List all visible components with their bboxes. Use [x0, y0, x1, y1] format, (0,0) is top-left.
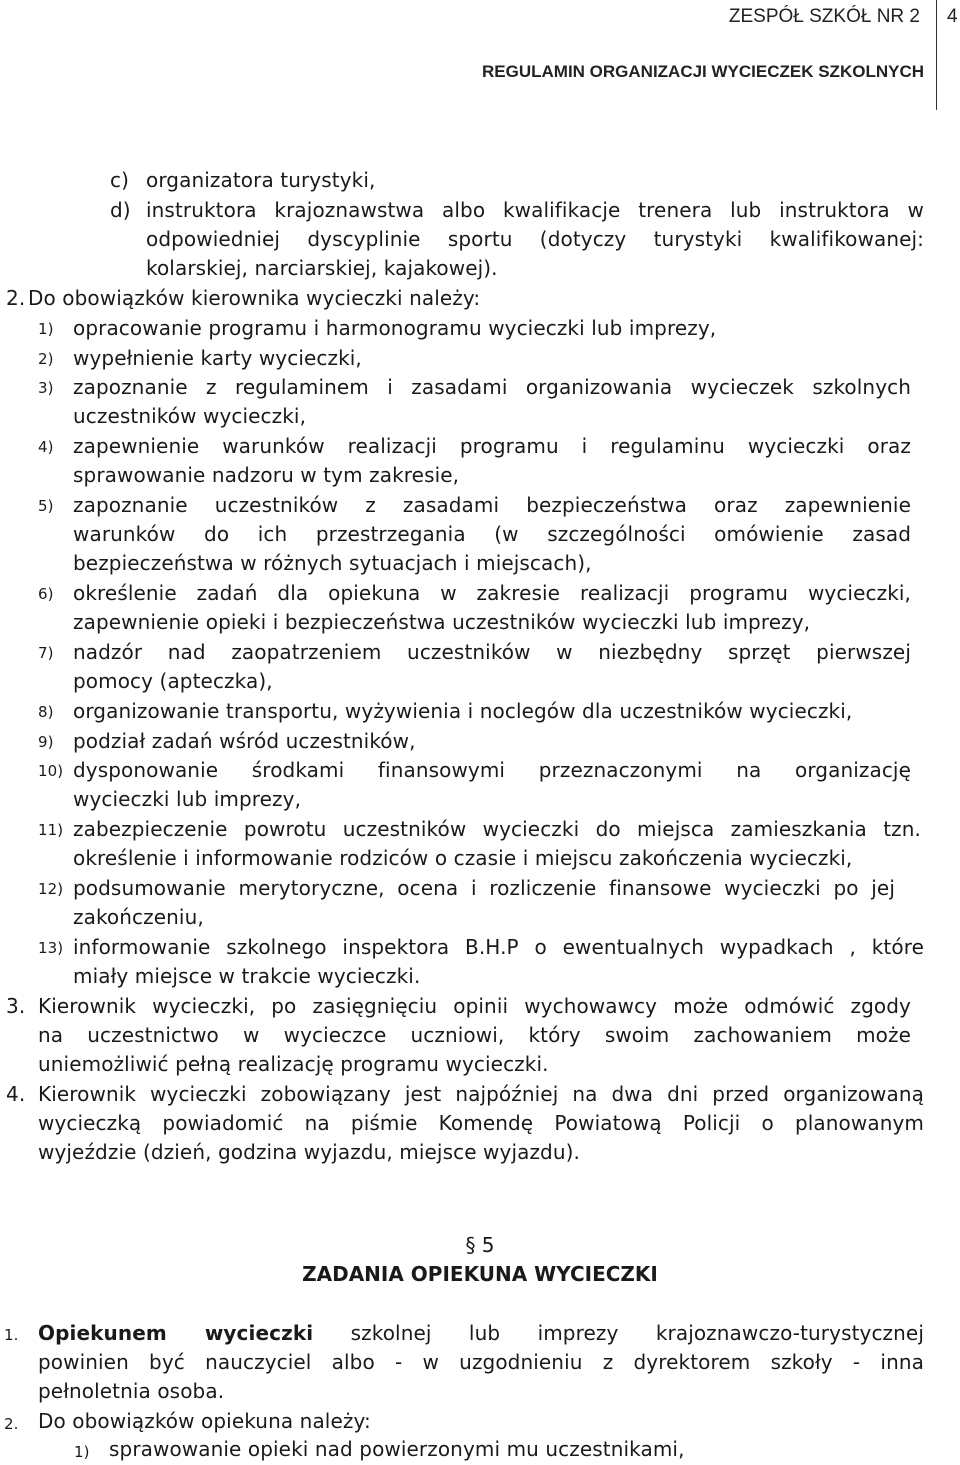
point-3-line: na uczestnictwo w wycieczce uczniowi, który swoim zachowaniem może — [38, 1023, 911, 1047]
item-d-line: kolarskiej, narciarskiej, kajakowej). — [146, 256, 498, 280]
list-item-text: zabezpieczenie powrotu uczestników wycieczki do miejsca zamieszkania tzn. — [73, 817, 921, 841]
list-item-label: 3) — [38, 379, 54, 397]
point-3-label: 3. — [6, 994, 26, 1018]
list-item-text: warunków do ich przestrzegania (w szczególności omówienie zasad — [73, 522, 911, 546]
list-item-text: opracowanie programu i harmonogramu wycieczki lub imprezy, — [73, 316, 717, 340]
item-d-line: odpowiedniej dyscyplinie sportu (dotyczy turystyki kwalifikowanej: — [146, 227, 924, 251]
list-item-text: bezpieczeństwa w różnych sytuacjach i miejscach), — [73, 551, 592, 575]
list-item-text: podsumowanie merytoryczne, ocena i rozliczenie finansowe wycieczki po jej — [73, 876, 895, 900]
bold-term: Opiekunem wycieczki — [38, 1321, 314, 1345]
header-school-name: ZESPÓŁ SZKÓŁ NR 2 — [728, 6, 920, 27]
section-5-point-1-line: pełnoletnia osoba. — [38, 1379, 225, 1403]
point-4-label: 4. — [6, 1082, 26, 1106]
list-item-text: zapewnienie warunków realizacji programu i regulaminu wycieczki oraz — [73, 434, 911, 458]
list-item-label: 2) — [38, 350, 54, 368]
list-item-text: wypełnienie karty wycieczki, — [73, 346, 362, 370]
section-5-point-1-line — [38, 1320, 924, 1346]
point-4-line: wyjeździe (dzień, godzina wyjazdu, miejsce wyjazdu). — [38, 1140, 580, 1164]
list-item-text: dysponowanie środkami finansowymi przeznaczonymi na organizację — [73, 758, 911, 782]
list-item-text: pomocy (apteczka), — [73, 669, 273, 693]
point-2-text: Do obowiązków kierownika wycieczki należy: — [28, 286, 481, 310]
list-item-label: 10) — [38, 762, 64, 780]
list-item-label: 1) — [74, 1443, 90, 1461]
list-item-text: zapoznanie uczestników z zasadami bezpieczeństwa oraz zapewnienie — [73, 493, 911, 517]
list-item-text: zapoznanie z regulaminem i zasadami organizowania wycieczek szkolnych — [73, 375, 911, 399]
list-item-text: informowanie szkolnego inspektora B.H.P o ewentualnych wypadkach , które — [73, 935, 924, 959]
list-item-text: organizowanie transportu, wyżywienia i noclegów dla uczestników wycieczki, — [73, 699, 853, 723]
section-5-point-1-text: szkolnej lub imprezy krajoznawczo-turystycznej — [350, 1321, 924, 1345]
list-item-text: nadzór nad zaopatrzeniem uczestników w niezbędny sprzęt pierwszej — [73, 640, 911, 664]
list-item-text: zapewnienie opieki i bezpieczeństwa uczestników wycieczki lub imprezy, — [73, 610, 811, 634]
list-item-label: 11) — [38, 821, 64, 839]
list-item-text: wycieczki lub imprezy, — [73, 787, 302, 811]
list-item-text: sprawowanie opieki nad powierzonymi mu uczestnikami, — [109, 1437, 685, 1461]
section-5-point-2-label: 2. — [4, 1415, 19, 1433]
list-item-label: 12) — [38, 880, 64, 898]
page-number: 4 — [947, 6, 958, 27]
list-item-text: miały miejsce w trakcie wycieczki. — [73, 964, 421, 988]
list-item-text: uczestników wycieczki, — [73, 404, 307, 428]
section-title: ZADANIA OPIEKUNA WYCIECZKI — [302, 1262, 658, 1286]
list-item-text: podział zadań wśród uczestników, — [73, 729, 416, 753]
list-item-label: 1) — [38, 320, 54, 338]
list-item-text: sprawowanie nadzoru w tym zakresie, — [73, 463, 460, 487]
point-4-line: Kierownik wycieczki zobowiązany jest najpóźniej na dwa dni przed organizowaną — [38, 1082, 924, 1106]
list-item-label: 8) — [38, 703, 54, 721]
point-3-line: Kierownik wycieczki, po zasięgnięciu opinii wychowawcy może odmówić zgody — [38, 994, 911, 1018]
list-item-label: 5) — [38, 497, 54, 515]
item-c-label: c) — [110, 168, 129, 192]
list-item-label: 6) — [38, 585, 54, 603]
list-item-text: zakończeniu, — [73, 905, 204, 929]
list-item-label: 9) — [38, 733, 54, 751]
list-item-label: 13) — [38, 939, 64, 957]
section-5-point-1-label: 1. — [4, 1326, 19, 1344]
list-item-label: 4) — [38, 438, 54, 456]
section-number: § 5 — [465, 1233, 495, 1257]
header-divider — [936, 0, 937, 110]
document-title: REGULAMIN ORGANIZACJI WYCIECZEK SZKOLNYCH — [482, 62, 924, 81]
list-item-text: określenie zadań dla opiekuna w zakresie realizacji programu wycieczki, — [73, 581, 911, 605]
item-d-line: instruktora krajoznawstwa albo kwalifikacje trenera lub instruktora w — [146, 198, 924, 222]
point-3-line: uniemożliwić pełną realizację programu wycieczki. — [38, 1052, 549, 1076]
list-item-text: określenie i informowanie rodziców o czasie i miejscu zakończenia wycieczki, — [73, 846, 853, 870]
list-item-label: 7) — [38, 644, 54, 662]
section-5-point-1-line: powinien być nauczyciel albo - w uzgodnieniu z dyrektorem szkoły - inna — [38, 1350, 924, 1374]
section-5-point-2-text: Do obowiązków opiekuna należy: — [38, 1409, 371, 1433]
point-4-line: wycieczką powiadomić na piśmie Komendę Powiatową Policji o planowanym — [38, 1111, 924, 1135]
point-2-label: 2. — [6, 286, 26, 310]
item-c-text: organizatora turystyki, — [146, 168, 376, 192]
item-d-label: d) — [110, 198, 131, 222]
